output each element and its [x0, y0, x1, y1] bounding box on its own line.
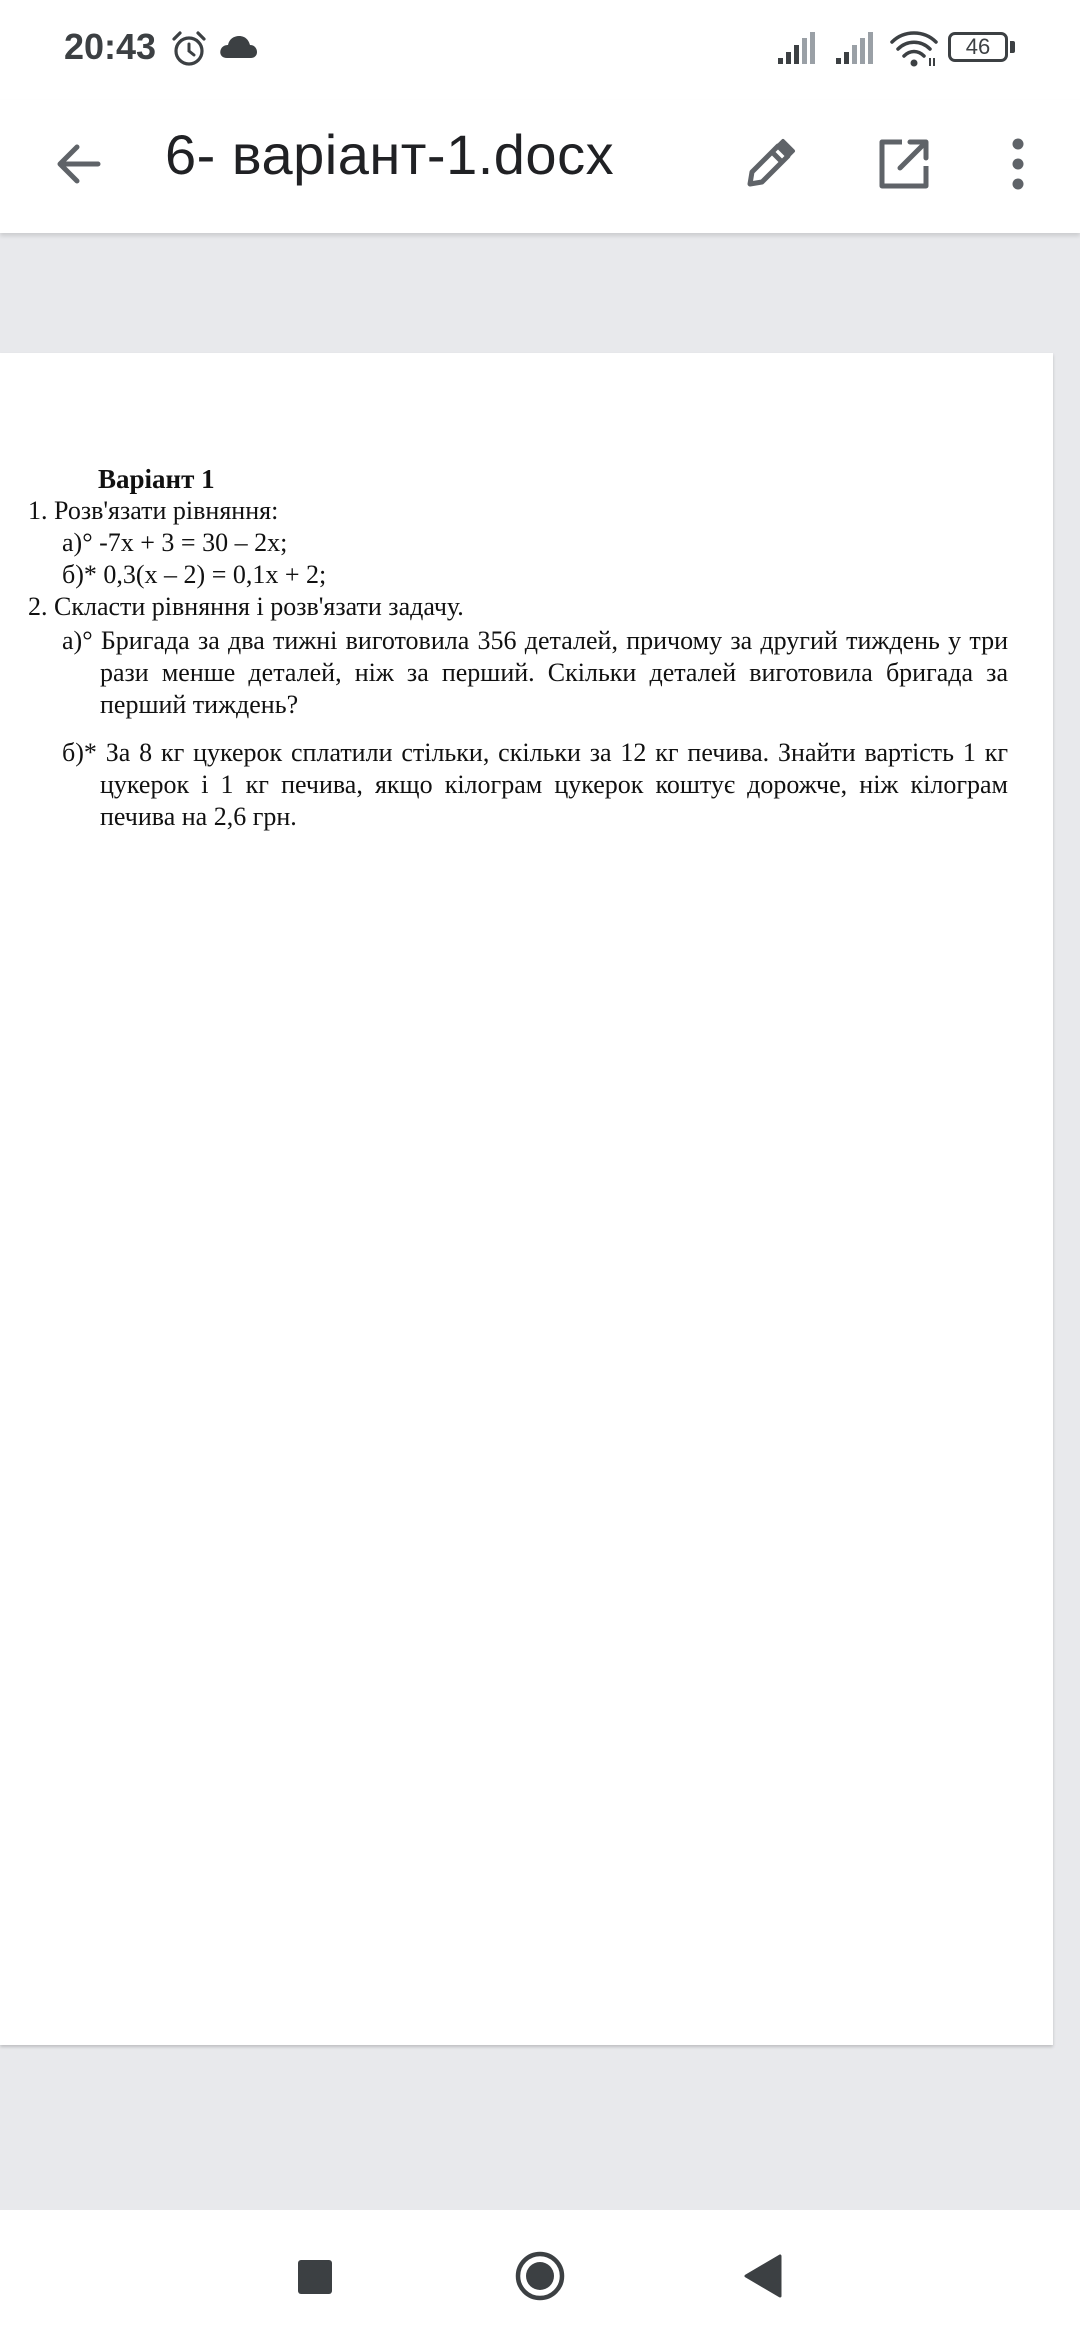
question-1b: б)* 0,3(x – 2) = 0,1x + 2; [62, 560, 327, 589]
signal-icon [776, 30, 822, 66]
battery-level: 46 [965, 34, 991, 59]
open-in-app-button[interactable] [866, 126, 942, 202]
back-button[interactable] [40, 126, 116, 202]
cloud-icon [218, 34, 258, 60]
document-heading: Варіант 1 [98, 464, 215, 494]
question-1-title: 1. Розв'язати рівняння: [28, 496, 279, 525]
battery-tip [1010, 41, 1015, 53]
back-triangle-icon[interactable] [742, 2254, 782, 2298]
wifi-icon [890, 28, 938, 68]
status-bar [0, 0, 1080, 100]
question-2a: а)° Бригада за два тижні виготовила 356 деталей, причому за другий тиждень у три рази менше деталей, ніж за перший. Скільки деталей виготовила бригада за перший тиждень? [62, 626, 1008, 719]
status-time: 20:43 [64, 26, 157, 67]
back-arrow-icon [52, 138, 104, 190]
more-vert-icon [1010, 138, 1026, 190]
more-options-button[interactable] [990, 126, 1046, 202]
question-1a: а)° -7x + 3 = 30 – 2x; [62, 528, 288, 557]
signal-icon [834, 30, 880, 66]
document-page[interactable] [0, 353, 1053, 2045]
open-external-icon [876, 136, 932, 192]
recent-apps-icon[interactable] [298, 2260, 332, 2294]
alarm-icon [170, 30, 208, 68]
document-viewer[interactable] [0, 233, 1080, 2210]
system-nav-bar [0, 2210, 1080, 2340]
document-title: 6- варіант-1.docx [165, 123, 615, 186]
pencil-icon [742, 136, 798, 192]
home-icon[interactable] [514, 2250, 566, 2302]
edit-button[interactable] [732, 126, 808, 202]
question-2b: б)* За 8 кг цукерок сплатили стільки, скільки за 12 кг печива. Знайти вартість 1 кг цукерок і 1 кг печива, якщо кілограм цукерок коштує дорожче, ніж кілограм печива на 2,6 грн. [62, 738, 1008, 831]
battery-icon [948, 32, 1008, 62]
question-2-title: 2. Скласти рівняння і розв'язати задачу. [28, 592, 464, 621]
app-bar [0, 100, 1080, 233]
